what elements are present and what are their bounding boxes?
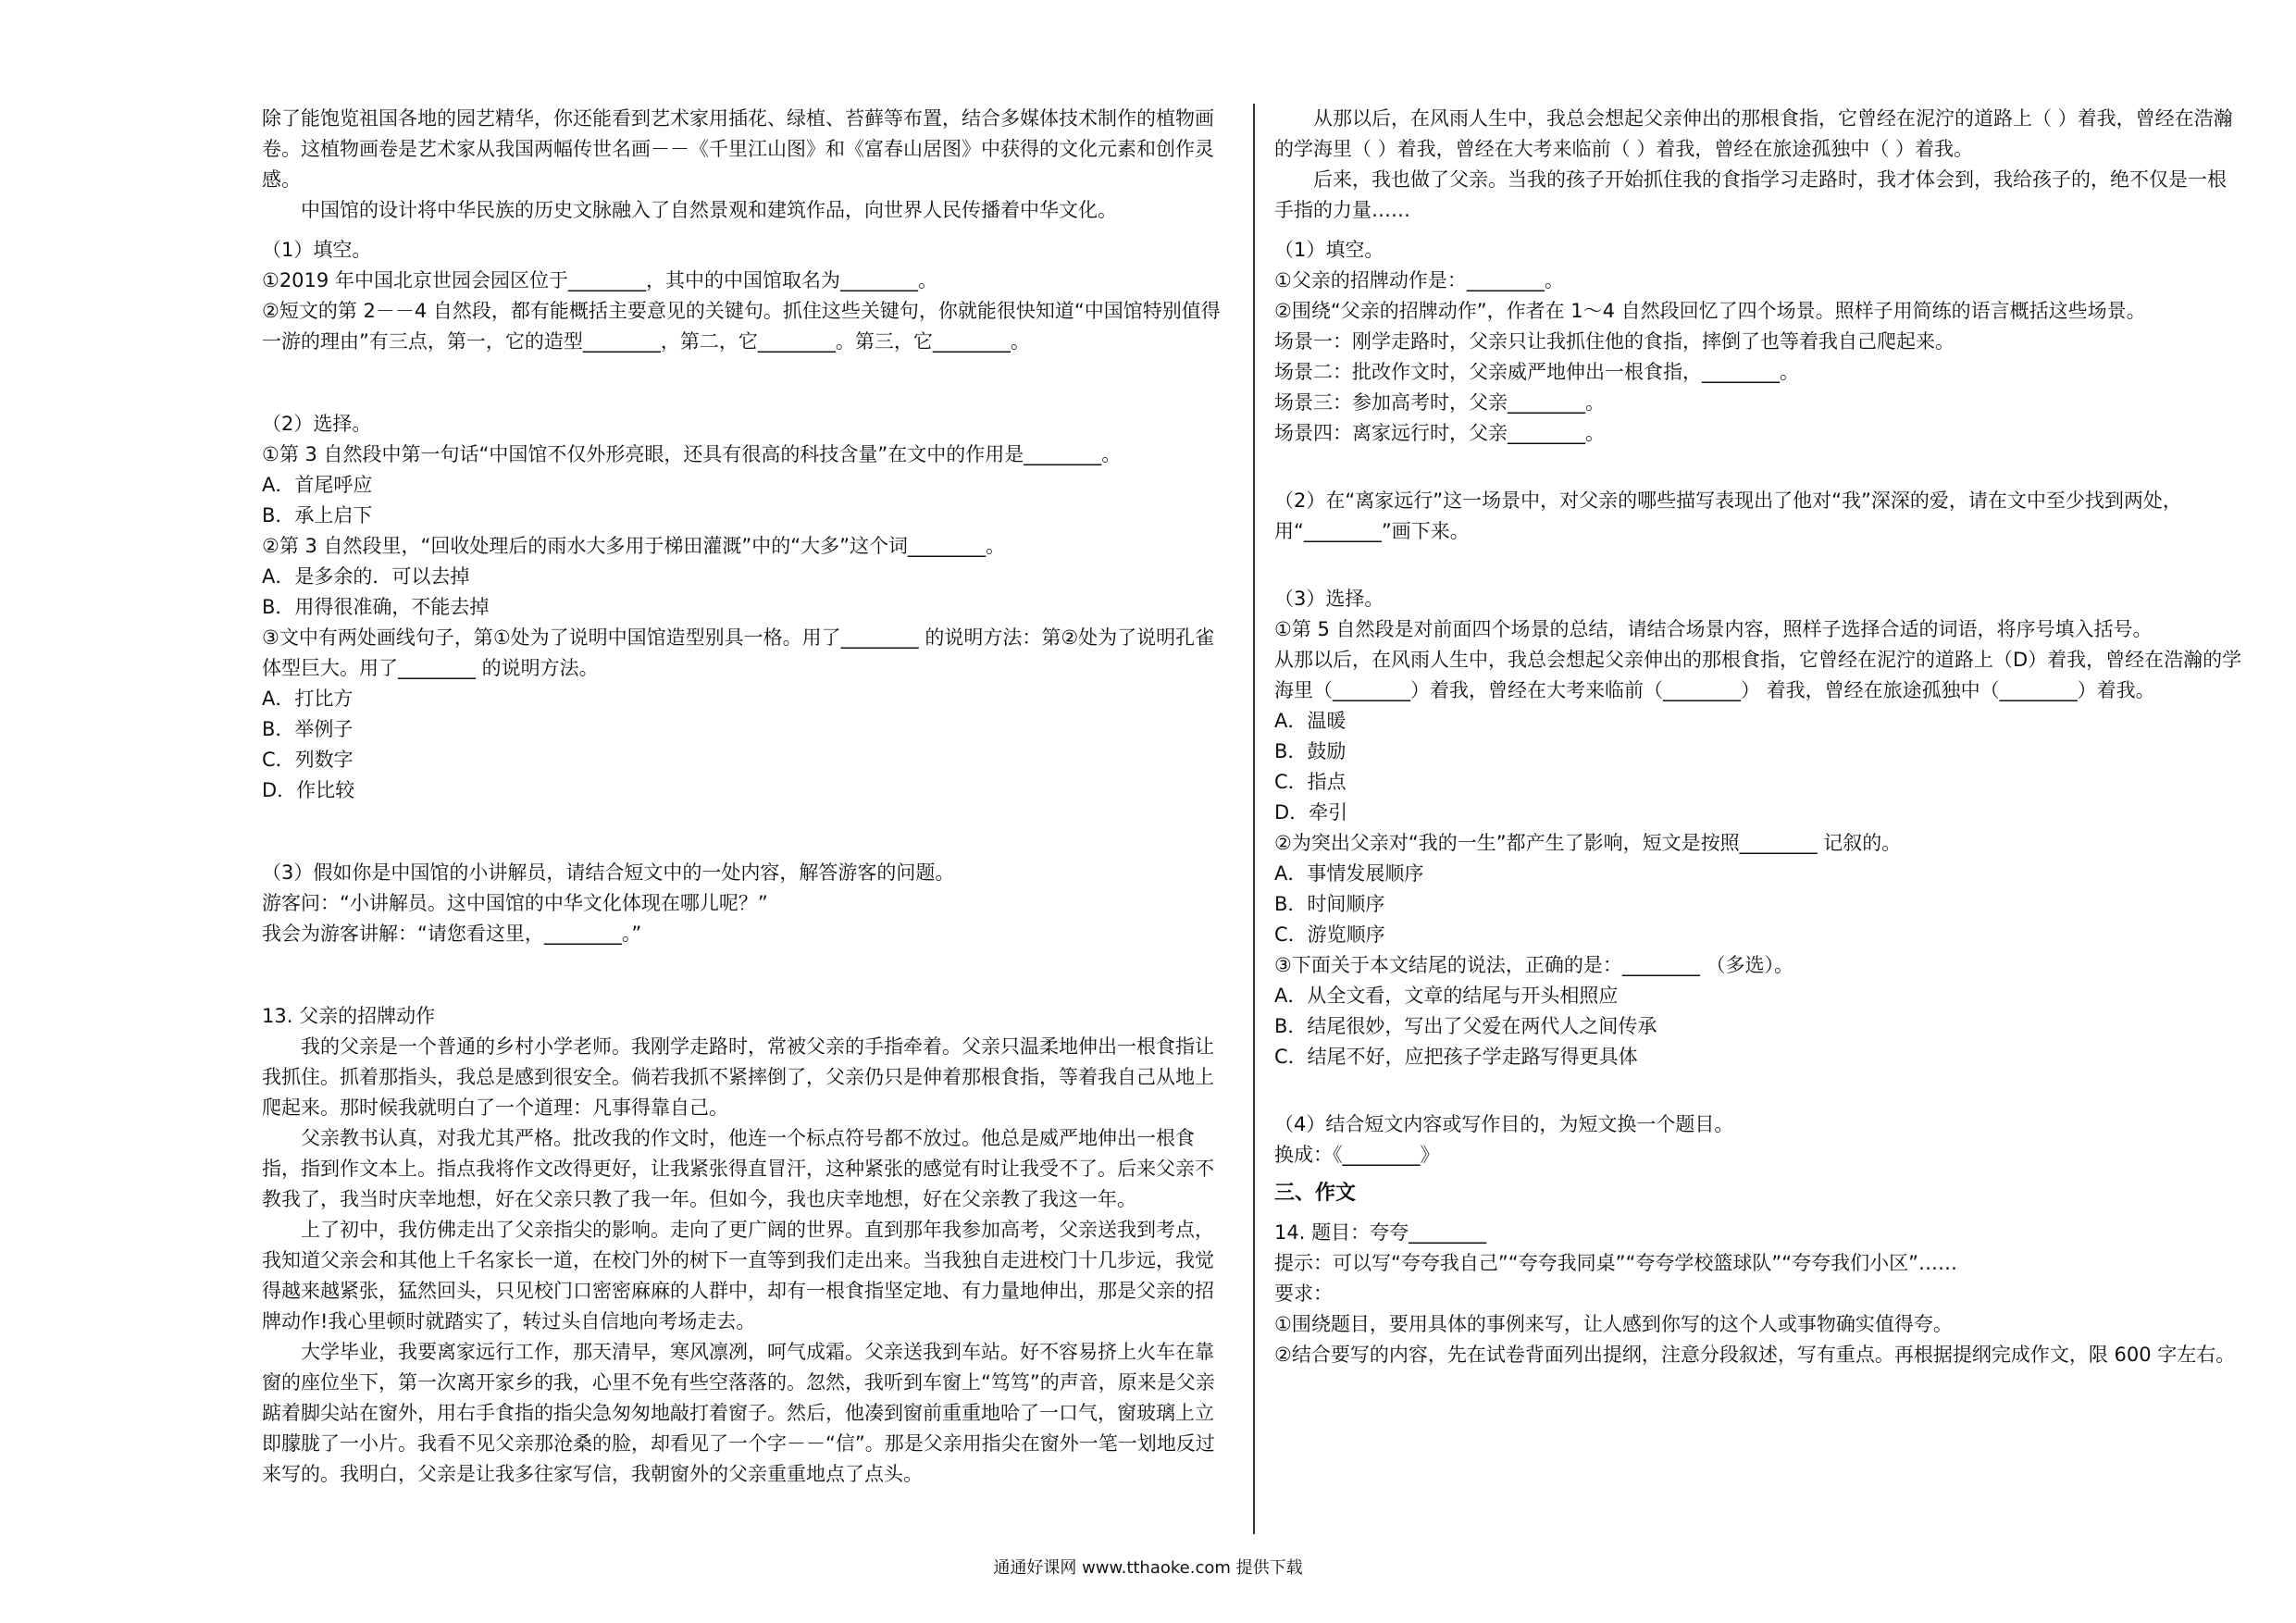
option: A．从全文看，文章的结尾与开头相照应	[1274, 985, 1619, 1007]
question-line: （3）假如你是中国馆的小讲解员，请结合短文中的一处内容，解答游客的问题。	[262, 861, 955, 884]
question-14	[1274, 1218, 2243, 1370]
option: C．指点	[1274, 771, 1347, 793]
question-3	[262, 858, 1231, 949]
page-footer: 通通好课网 www.tthaoke.com 提供下载	[993, 1558, 1303, 1578]
paragraph: 上了初中，我仿佛走出了父亲指尖的影响。走向了更广阔的世界。直到那年我参加高考，父亲送我到考点，我知道父亲会和其他上千名家长一道，在校门外的树下一直等到我们走出来。当我独自走进校门十几步远，我觉得越来越紧张，猛然回头，只见校门口密密麻麻的人群中，却有一根食指坚定地、有力量地伸出，那是父亲的招牌动作!我心里顿时就踏实了，转过头自信地向考场走去。	[262, 1219, 1214, 1332]
question-line: 场景四：离家远行时，父亲________。	[1274, 422, 1605, 444]
question-line: 14. 题目：夸夸________	[1274, 1221, 1487, 1244]
question-line: （3）选择。	[1274, 588, 1384, 610]
option: B．承上启下	[262, 504, 373, 527]
question-line: （4）结合短文内容或写作目的，为短文换一个题目。	[1274, 1113, 1734, 1135]
option: B．用得很准确，不能去掉	[262, 596, 490, 618]
question-line: 我会为游客讲解：“请您看这里，________。”	[262, 923, 642, 945]
question-line: ③文中有两处画线句子，第①处为了说明中国馆造型别具一格。用了________ 的说明方法：第②处为了说明孔雀体型巨大。用了________ 的说明方法。	[262, 626, 1215, 679]
question-line: （1）填空。	[1274, 239, 1384, 261]
paragraph: 后来，我也做了父亲。当我的孩子开始抓住我的食指学习走路时，我才体会到，我给孩子的，绝不仅是一根手指的力量……	[1274, 168, 2227, 221]
question-line: ②围绕“父亲的招牌动作”，作者在 1～4 自然段回忆了四个场景。照样子用简练的语言概括这些场景。	[1274, 300, 2146, 322]
question-line: 换成：《________》	[1274, 1144, 1440, 1166]
article-title: 13. 父亲的招牌动作	[262, 1005, 436, 1027]
section-heading: 三、作文	[1274, 1182, 1357, 1205]
paragraph: 父亲教书认真，对我尤其严格。批改我的作文时，他连一个标点符号都不放过。他总是威严地伸出一根食指，指到作文本上。指点我将作文改得更好，让我紧张得直冒汗，这种紧张的感觉有时让我受不了。后来父亲不教我了，我当时庆幸地想，好在父亲只教了我一年。但如今，我也庆幸地想，好在父亲教了我这一年。	[262, 1127, 1214, 1210]
question-line: 场景二：批改作文时，父亲威严地伸出一根食指，________。	[1274, 361, 1799, 383]
question-line: ①第 3 自然段中第一句话“中国馆不仅外形亮眼，还具有很高的科技含量”在文中的作用是________。	[262, 443, 1122, 465]
question-line: 场景三：参加高考时，父亲________。	[1274, 391, 1605, 414]
option: A．打比方	[262, 688, 354, 710]
article-body	[262, 1032, 1231, 1490]
question-2	[1274, 486, 2243, 547]
option: C．列数字	[262, 749, 354, 771]
question-line: （2）在“离家远行”这一场景中，对父亲的哪些描写表现出了他对“我”深深的爱，请在文中至少找到两处，用“________”画下来。	[1274, 489, 2182, 542]
right-column	[1274, 104, 2243, 1370]
paragraph: 除了能饱览祖国各地的园艺精华，你还能看到艺术家用插花、绿植、苔藓等布置，结合多媒体技术制作的植物画卷。这植物画卷是艺术家从我国两幅传世名画－－《千里江山图》和《富春山居图》中获得的文化元素和创作灵感。	[262, 107, 1214, 191]
question-line: 提示：可以写“夸夸我自己”“夸夸我同桌”“夸夸学校篮球队”“夸夸我们小区”……	[1274, 1252, 1958, 1274]
question-line: ②短文的第 2－－4 自然段，都有能概括主要意见的关键句。抓住这些关键句，你就能很快知道“中国馆特别值得一游的理由”有三点，第一，它的造型________，第二，它________。第三，它________。	[262, 300, 1221, 353]
option: A．首尾呼应	[262, 474, 373, 496]
paragraph: 中国馆的设计将中华民族的历史文脉融入了自然景观和建筑作品，向世界人民传播着中华文化。	[301, 199, 1117, 221]
question-line: ①第 5 自然段是对前面四个场景的总结，请结合场景内容，照样子选择合适的词语，将序号填入括号。	[1274, 618, 2153, 640]
option: B．结尾很妙，写出了父爱在两代人之间传承	[1274, 1015, 1657, 1037]
question-line: ②结合要写的内容，先在试卷背面列出提纲，注意分段叙述，写有重点。再根据提纲完成作文，限 600 字左右。	[1274, 1344, 2236, 1366]
option: A．温暖	[1274, 710, 1347, 732]
question-line: （2）选择。	[262, 413, 372, 435]
question-line: ②为突出父亲对“我的一生”都产生了影响，短文是按照________ 记叙的。	[1274, 832, 1902, 854]
left-column	[262, 104, 1231, 1490]
option: B．鼓励	[1274, 740, 1347, 762]
question-4	[1274, 1109, 2243, 1171]
question-2	[262, 409, 1231, 806]
option: D．作比较	[262, 779, 355, 801]
question-line: ②第 3 自然段里，“回收处理后的雨水大多用于梯田灌溉”中的“大多”这个词________。	[262, 535, 1006, 557]
paragraph: 我的父亲是一个普通的乡村小学老师。我刚学走路时，常被父亲的手指牵着。父亲只温柔地伸出一根食指让我抓住。抓着那指头，我总是感到很安全。倘若我抓不紧摔倒了，父亲仍只是伸着那根食指，等着我自己从地上爬起来。那时候我就明白了一个道理：凡事得靠自己。	[262, 1035, 1214, 1119]
option: A．是多余的．可以去掉	[262, 565, 470, 588]
question-line: 从那以后，在风雨人生中，我总会想起父亲伸出的那根食指，它曾经在泥泞的道路上（D）着我，曾经在浩瀚的学海里（________）着我，曾经在大考来临前（________） 着我，曾经在旅途孤独中（________）着我。	[1274, 649, 2242, 701]
question-line: ①父亲的招牌动作是：________。	[1274, 269, 1564, 291]
question-1	[1274, 235, 2243, 449]
question-line: ①2019 年中国北京世园会园区位于________，其中的中国馆取名为________。	[262, 269, 937, 291]
question-line: 游客问：“小讲解员。这中国馆的中华文化体现在哪儿呢？”	[262, 892, 768, 914]
option: B．时间顺序	[1274, 893, 1385, 915]
question-line: （1）填空。	[262, 239, 372, 261]
option: C．游览顺序	[1274, 923, 1385, 946]
question-1	[262, 235, 1231, 357]
paragraph: 从那以后，在风雨人生中，我总会想起父亲伸出的那根食指，它曾经在泥泞的道路上（ ）着我，曾经在浩瀚的学海里（ ）着我，曾经在大考来临前（ ）着我，曾经在旅途孤独中（ ）着我。	[1274, 107, 2233, 160]
question-line: 场景一：刚学走路时，父亲只让我抓住他的食指，摔倒了也等着我自己爬起来。	[1274, 330, 1955, 353]
option: C．结尾不好，应把孩子学走路写得更具体	[1274, 1046, 1638, 1068]
column-divider	[1253, 104, 1255, 1534]
option: A．事情发展顺序	[1274, 862, 1424, 885]
question-line: ③下面关于本文结尾的说法，正确的是：________ （多选）。	[1274, 954, 1793, 976]
question-line: ①围绕题目，要用具体的事例来写，让人感到你写的这个人或事物确实值得夸。	[1274, 1313, 1953, 1335]
question-3	[1274, 584, 2243, 1072]
option: D．牵引	[1274, 801, 1348, 824]
paragraph: 大学毕业，我要离家远行工作，那天清早，寒风凛冽，呵气成霜。父亲送我到车站。好不容易挤上火车在靠窗的座位坐下，第一次离开家乡的我，心里不免有些空落落的。忽然，我听到车窗上“笃笃”的声音，原来是父亲踮着脚尖站在窗外，用右手食指的指尖急匆匆地敲打着窗子。然后，他凑到窗前重重地哈了一口气，窗玻璃上立即朦胧了一小片。我看不见父亲那沧桑的脸，却看见了一个字－－“信”。那是父亲用指尖在窗外一笔一划地反过来写的。我明白，父亲是让我多往家写信，我朝窗外的父亲重重地点了点头。	[262, 1341, 1215, 1485]
option: B．举例子	[262, 718, 354, 740]
question-line: 要求：	[1274, 1282, 1333, 1305]
